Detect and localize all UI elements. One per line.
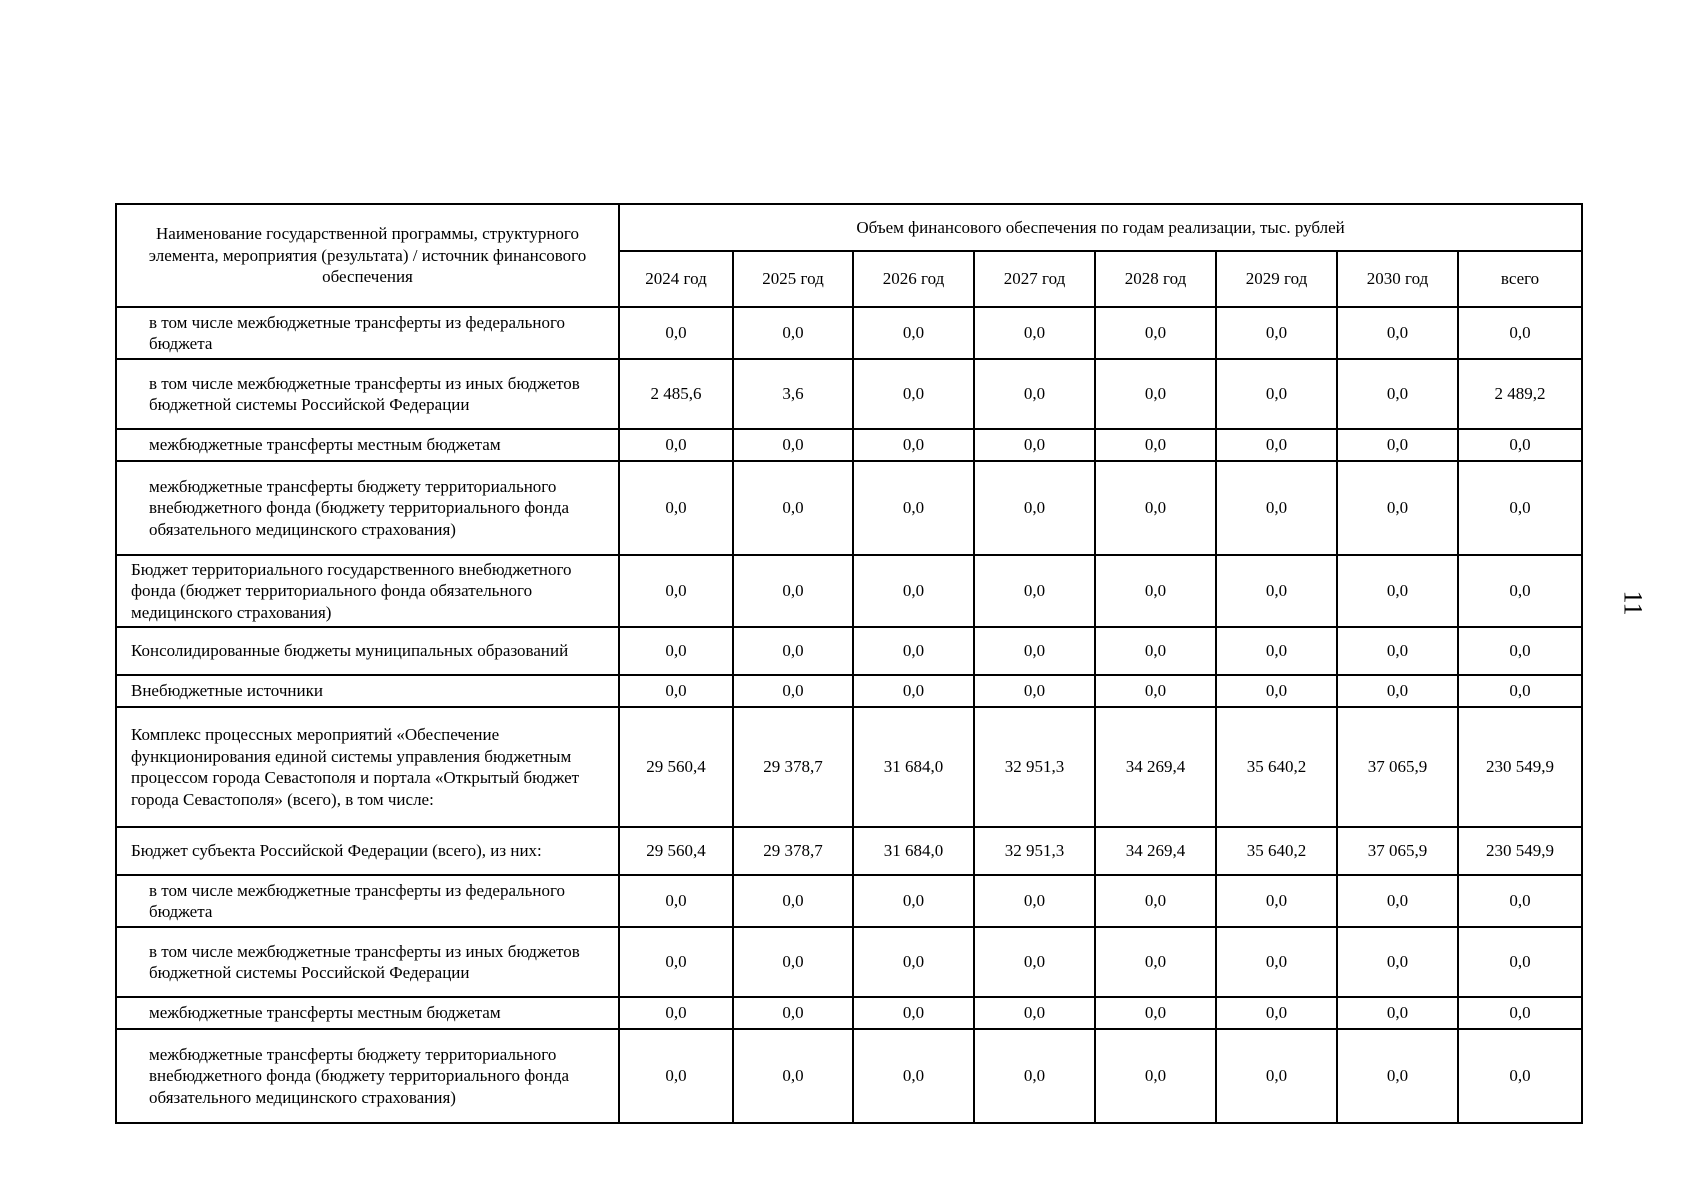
row-value-cell: 0,0 <box>1216 997 1337 1029</box>
header-year-2026: 2026 год <box>853 251 974 307</box>
row-name-cell: межбюджетные трансферты бюджету территориального внебюджетного фонда (бюджету территориального фонда обязательного медицинского страхования) <box>116 1029 619 1123</box>
table-row <box>116 707 1582 827</box>
row-name-cell: межбюджетные трансферты бюджету территориального внебюджетного фонда (бюджету территориального фонда обязательного медицинского страхования) <box>116 461 619 555</box>
row-value-cell: 0,0 <box>974 675 1095 707</box>
row-value-cell: 3,6 <box>733 359 853 429</box>
row-value-cell: 0,0 <box>1216 307 1337 359</box>
table-row <box>116 875 1582 927</box>
row-value-cell: 0,0 <box>853 429 974 461</box>
row-total-cell: 0,0 <box>1458 555 1582 627</box>
row-value-cell: 0,0 <box>1216 429 1337 461</box>
row-value-cell: 0,0 <box>1337 875 1458 927</box>
row-value-cell: 34 269,4 <box>1095 827 1216 875</box>
row-value-cell: 0,0 <box>853 627 974 675</box>
row-value-cell: 0,0 <box>1095 429 1216 461</box>
row-value-cell: 31 684,0 <box>853 707 974 827</box>
table-row <box>116 675 1582 707</box>
row-value-cell: 0,0 <box>619 461 733 555</box>
row-name-cell: в том числе межбюджетные трансферты из федерального бюджета <box>116 307 619 359</box>
row-value-cell: 0,0 <box>733 1029 853 1123</box>
row-total-cell: 0,0 <box>1458 1029 1582 1123</box>
row-value-cell: 0,0 <box>974 461 1095 555</box>
table-header <box>116 204 1582 307</box>
row-value-cell: 0,0 <box>1337 429 1458 461</box>
table-body <box>116 307 1582 1123</box>
row-value-cell: 29 560,4 <box>619 707 733 827</box>
row-value-cell: 0,0 <box>1216 359 1337 429</box>
row-total-cell: 0,0 <box>1458 461 1582 555</box>
row-value-cell: 0,0 <box>853 359 974 429</box>
table-row <box>116 927 1582 997</box>
row-value-cell: 0,0 <box>974 555 1095 627</box>
row-value-cell: 0,0 <box>619 429 733 461</box>
row-value-cell: 32 951,3 <box>974 827 1095 875</box>
table-row <box>116 555 1582 627</box>
row-value-cell: 0,0 <box>853 461 974 555</box>
row-name-cell: Консолидированные бюджеты муниципальных образований <box>116 627 619 675</box>
row-value-cell: 0,0 <box>1095 307 1216 359</box>
row-value-cell: 0,0 <box>1095 461 1216 555</box>
row-name-cell: межбюджетные трансферты местным бюджетам <box>116 429 619 461</box>
row-value-cell: 37 065,9 <box>1337 827 1458 875</box>
row-value-cell: 0,0 <box>619 555 733 627</box>
row-total-cell: 0,0 <box>1458 307 1582 359</box>
row-name-cell: в том числе межбюджетные трансферты из иных бюджетов бюджетной системы Российской Федерации <box>116 359 619 429</box>
row-value-cell: 0,0 <box>974 307 1095 359</box>
row-total-cell: 0,0 <box>1458 927 1582 997</box>
row-value-cell: 0,0 <box>733 927 853 997</box>
row-total-cell: 2 489,2 <box>1458 359 1582 429</box>
row-value-cell: 0,0 <box>853 1029 974 1123</box>
table-row <box>116 429 1582 461</box>
header-group-financing: Объем финансового обеспечения по годам реализации, тыс. рублей <box>619 204 1582 251</box>
row-value-cell: 0,0 <box>853 927 974 997</box>
row-value-cell: 0,0 <box>733 307 853 359</box>
row-value-cell: 0,0 <box>853 675 974 707</box>
header-year-2025: 2025 год <box>733 251 853 307</box>
table-row <box>116 627 1582 675</box>
row-total-cell: 230 549,9 <box>1458 707 1582 827</box>
row-name-cell: межбюджетные трансферты местным бюджетам <box>116 997 619 1029</box>
row-total-cell: 0,0 <box>1458 997 1582 1029</box>
row-value-cell: 0,0 <box>1095 997 1216 1029</box>
row-value-cell: 0,0 <box>733 875 853 927</box>
row-name-cell: Бюджет территориального государственного внебюджетного фонда (бюджет территориального фонда обязательного медицинского страхования) <box>116 555 619 627</box>
row-value-cell: 0,0 <box>974 359 1095 429</box>
row-value-cell: 0,0 <box>1216 627 1337 675</box>
row-value-cell: 0,0 <box>1095 675 1216 707</box>
header-name-column: Наименование государственной программы, структурного элемента, мероприятия (результата) / источник финансового обеспечения <box>116 204 619 307</box>
row-value-cell: 0,0 <box>1095 875 1216 927</box>
row-value-cell: 0,0 <box>853 555 974 627</box>
header-year-2028: 2028 год <box>1095 251 1216 307</box>
row-value-cell: 0,0 <box>733 675 853 707</box>
row-value-cell: 0,0 <box>1216 875 1337 927</box>
row-value-cell: 31 684,0 <box>853 827 974 875</box>
row-value-cell: 2 485,6 <box>619 359 733 429</box>
row-value-cell: 0,0 <box>619 675 733 707</box>
row-value-cell: 35 640,2 <box>1216 707 1337 827</box>
row-value-cell: 0,0 <box>974 1029 1095 1123</box>
row-value-cell: 0,0 <box>853 997 974 1029</box>
row-value-cell: 0,0 <box>619 1029 733 1123</box>
row-value-cell: 0,0 <box>619 627 733 675</box>
row-value-cell: 29 560,4 <box>619 827 733 875</box>
row-value-cell: 0,0 <box>619 875 733 927</box>
header-year-2024: 2024 год <box>619 251 733 307</box>
row-value-cell: 29 378,7 <box>733 827 853 875</box>
row-total-cell: 0,0 <box>1458 675 1582 707</box>
row-value-cell: 0,0 <box>1337 1029 1458 1123</box>
row-value-cell: 0,0 <box>1095 1029 1216 1123</box>
row-value-cell: 0,0 <box>733 461 853 555</box>
row-value-cell: 0,0 <box>1095 627 1216 675</box>
row-value-cell: 0,0 <box>1216 675 1337 707</box>
row-value-cell: 0,0 <box>619 927 733 997</box>
row-total-cell: 0,0 <box>1458 875 1582 927</box>
row-value-cell: 37 065,9 <box>1337 707 1458 827</box>
row-total-cell: 0,0 <box>1458 627 1582 675</box>
row-value-cell: 32 951,3 <box>974 707 1095 827</box>
row-value-cell: 0,0 <box>1095 359 1216 429</box>
table-row <box>116 1029 1582 1123</box>
table-row <box>116 359 1582 429</box>
row-value-cell: 0,0 <box>1337 675 1458 707</box>
row-value-cell: 0,0 <box>733 429 853 461</box>
row-value-cell: 34 269,4 <box>1095 707 1216 827</box>
row-value-cell: 0,0 <box>733 997 853 1029</box>
row-value-cell: 0,0 <box>1337 461 1458 555</box>
row-value-cell: 0,0 <box>619 307 733 359</box>
header-year-2027: 2027 год <box>974 251 1095 307</box>
header-year-2029: 2029 год <box>1216 251 1337 307</box>
row-value-cell: 0,0 <box>1337 359 1458 429</box>
row-value-cell: 0,0 <box>1337 555 1458 627</box>
row-value-cell: 0,0 <box>1216 927 1337 997</box>
row-value-cell: 0,0 <box>1337 307 1458 359</box>
row-value-cell: 0,0 <box>853 875 974 927</box>
row-value-cell: 0,0 <box>619 997 733 1029</box>
row-value-cell: 0,0 <box>1337 627 1458 675</box>
financing-table <box>115 203 1583 1124</box>
row-value-cell: 0,0 <box>1095 927 1216 997</box>
table-row <box>116 461 1582 555</box>
row-value-cell: 0,0 <box>1216 461 1337 555</box>
row-total-cell: 230 549,9 <box>1458 827 1582 875</box>
row-name-cell: Внебюджетные источники <box>116 675 619 707</box>
row-value-cell: 35 640,2 <box>1216 827 1337 875</box>
row-value-cell: 0,0 <box>974 429 1095 461</box>
row-value-cell: 0,0 <box>1216 1029 1337 1123</box>
row-value-cell: 0,0 <box>974 875 1095 927</box>
table-row <box>116 827 1582 875</box>
row-value-cell: 0,0 <box>733 627 853 675</box>
row-value-cell: 0,0 <box>1216 555 1337 627</box>
row-value-cell: 0,0 <box>1337 927 1458 997</box>
header-total: всего <box>1458 251 1582 307</box>
row-value-cell: 0,0 <box>974 927 1095 997</box>
row-name-cell: Бюджет субъекта Российской Федерации (всего), из них: <box>116 827 619 875</box>
row-total-cell: 0,0 <box>1458 429 1582 461</box>
row-value-cell: 0,0 <box>974 627 1095 675</box>
row-value-cell: 0,0 <box>1337 997 1458 1029</box>
row-value-cell: 0,0 <box>853 307 974 359</box>
row-value-cell: 0,0 <box>1095 555 1216 627</box>
row-value-cell: 0,0 <box>733 555 853 627</box>
page-number: 11 <box>1618 590 1648 616</box>
table-row <box>116 307 1582 359</box>
row-value-cell: 29 378,7 <box>733 707 853 827</box>
table-row <box>116 997 1582 1029</box>
header-year-2030: 2030 год <box>1337 251 1458 307</box>
row-value-cell: 0,0 <box>974 997 1095 1029</box>
row-name-cell: в том числе межбюджетные трансферты из федерального бюджета <box>116 875 619 927</box>
row-name-cell: в том числе межбюджетные трансферты из иных бюджетов бюджетной системы Российской Федерации <box>116 927 619 997</box>
row-name-cell: Комплекс процессных мероприятий «Обеспечение функционирования единой системы управления бюджетным процессом города Севастополя и портала «Открытый бюджет города Севастополя» (всего), в том числе: <box>116 707 619 827</box>
